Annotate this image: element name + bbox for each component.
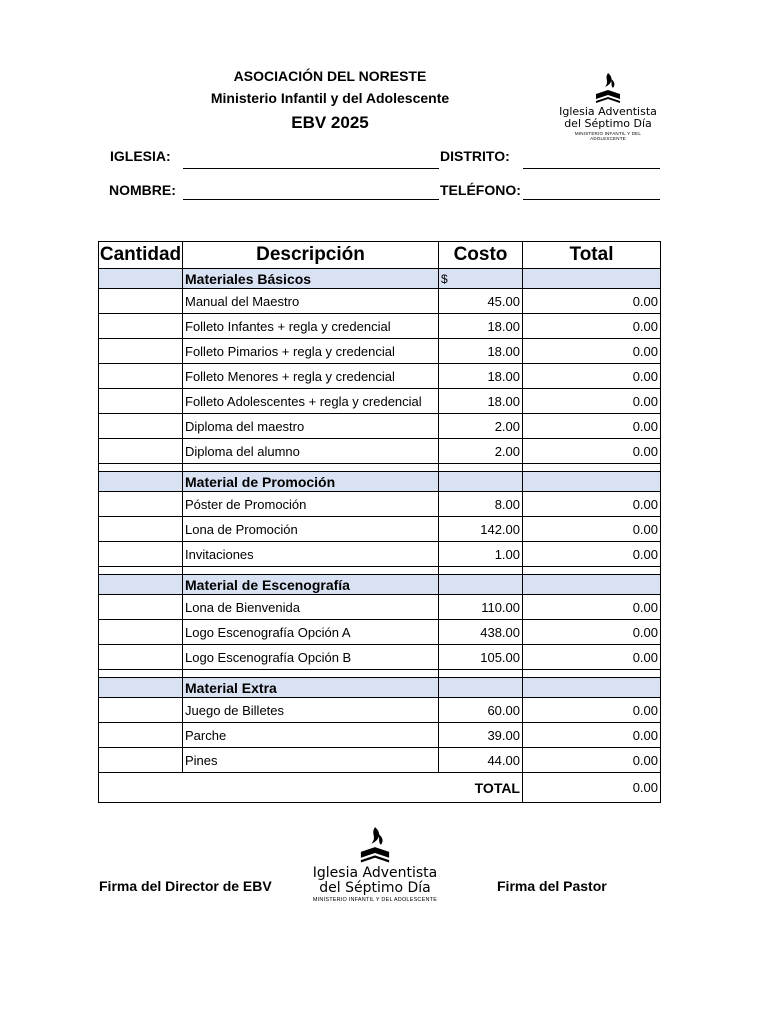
- item-description: Póster de Promoción: [183, 492, 439, 517]
- section-total-cell: [523, 269, 661, 289]
- adventist-flame-bible-icon: [357, 826, 393, 866]
- item-total: 0.00: [523, 364, 661, 389]
- event-title: EBV 2025: [291, 113, 369, 132]
- quantity-input[interactable]: [99, 389, 183, 414]
- logo-line-3: MINISTERIO INFANTIL Y DEL ADOLESCENTE: [574, 131, 642, 142]
- table-row: [99, 748, 661, 773]
- quantity-input[interactable]: [99, 620, 183, 645]
- item-description: Folleto Pimarios + regla y credencial: [183, 339, 439, 364]
- table-row: [99, 542, 661, 567]
- column-header-total: Total: [523, 242, 661, 269]
- table-row: [99, 620, 661, 645]
- item-total: 0.00: [523, 414, 661, 439]
- quantity-input[interactable]: [99, 723, 183, 748]
- item-cost: 18.00: [439, 339, 523, 364]
- item-cost: 18.00: [439, 314, 523, 339]
- ministry-title: Ministerio Infantil y del Adolescente: [210, 90, 450, 106]
- section-quantity-cell: [99, 269, 183, 289]
- item-total: 0.00: [523, 620, 661, 645]
- table-row: [99, 389, 661, 414]
- item-cost: 105.00: [439, 645, 523, 670]
- total-row: [99, 773, 661, 803]
- table-row: [99, 698, 661, 723]
- table-row: [99, 314, 661, 339]
- logo-line-1: Iglesia Adventista: [312, 865, 438, 881]
- quantity-input[interactable]: [99, 595, 183, 620]
- quantity-input[interactable]: [99, 492, 183, 517]
- quantity-input[interactable]: [99, 748, 183, 773]
- item-total: 0.00: [523, 517, 661, 542]
- spacer-row: [99, 464, 661, 472]
- name-field[interactable]: [183, 199, 439, 200]
- district-field[interactable]: [523, 168, 660, 169]
- item-total: 0.00: [523, 314, 661, 339]
- item-cost: 438.00: [439, 620, 523, 645]
- item-description: Juego de Billetes: [183, 698, 439, 723]
- quantity-input[interactable]: [99, 542, 183, 567]
- item-description: Invitaciones: [183, 542, 439, 567]
- item-cost: 110.00: [439, 595, 523, 620]
- section-row: [99, 575, 661, 595]
- logo-line-2: del Séptimo Día: [319, 879, 431, 896]
- item-cost: 2.00: [439, 414, 523, 439]
- item-total: 0.00: [523, 595, 661, 620]
- adventist-flame-bible-icon: [593, 72, 623, 106]
- table-row: [99, 289, 661, 314]
- item-total: 0.00: [523, 389, 661, 414]
- section-title: Material de Promoción: [183, 472, 439, 492]
- item-description: Pines: [183, 748, 439, 773]
- quantity-input[interactable]: [99, 439, 183, 464]
- item-cost: 2.00: [439, 439, 523, 464]
- item-cost: 60.00: [439, 698, 523, 723]
- table-row: [99, 339, 661, 364]
- column-header-description: Descripción: [183, 242, 439, 269]
- quantity-input[interactable]: [99, 289, 183, 314]
- item-description: Logo Escenografía Opción A: [183, 620, 439, 645]
- column-header-quantity: Cantidad: [99, 242, 183, 269]
- section-title: Material Extra: [183, 678, 439, 698]
- item-description: Manual del Maestro: [183, 289, 439, 314]
- item-description: Lona de Bienvenida: [183, 595, 439, 620]
- item-description: Parche: [183, 723, 439, 748]
- item-cost: 44.00: [439, 748, 523, 773]
- district-label: DISTRITO:: [440, 148, 510, 164]
- table-row: [99, 595, 661, 620]
- organization-title: ASOCIACIÓN DEL NORESTE: [233, 68, 427, 84]
- section-quantity-cell: [99, 472, 183, 492]
- item-total: 0.00: [523, 439, 661, 464]
- table-row: [99, 439, 661, 464]
- church-field[interactable]: [183, 168, 439, 169]
- church-logo: [558, 72, 658, 141]
- item-total: 0.00: [523, 645, 661, 670]
- quantity-input[interactable]: [99, 517, 183, 542]
- item-description: Folleto Adolescentes + regla y credencial: [183, 389, 439, 414]
- phone-label: TELÉFONO:: [440, 182, 521, 198]
- church-label: IGLESIA:: [110, 148, 171, 164]
- order-table: [98, 241, 661, 803]
- phone-field[interactable]: [523, 199, 660, 200]
- quantity-input[interactable]: [99, 645, 183, 670]
- item-cost: 18.00: [439, 389, 523, 414]
- item-description: Diploma del alumno: [183, 439, 439, 464]
- logo-line-1: Iglesia Adventista: [559, 105, 657, 118]
- quantity-input[interactable]: [99, 339, 183, 364]
- grand-total: 0.00: [523, 773, 661, 803]
- spacer-row: [99, 670, 661, 678]
- item-total: 0.00: [523, 698, 661, 723]
- item-total: 0.00: [523, 289, 661, 314]
- spacer-row: [99, 567, 661, 575]
- section-row: [99, 472, 661, 492]
- quantity-input[interactable]: [99, 414, 183, 439]
- item-total: 0.00: [523, 542, 661, 567]
- section-row: [99, 678, 661, 698]
- item-cost: 45.00: [439, 289, 523, 314]
- section-title: Material de Escenografía: [183, 575, 439, 595]
- church-logo-bottom: [312, 826, 438, 903]
- name-label: NOMBRE:: [109, 182, 176, 198]
- table-row: [99, 492, 661, 517]
- table-row: [99, 645, 661, 670]
- table-row: [99, 364, 661, 389]
- section-quantity-cell: [99, 575, 183, 595]
- item-description: Diploma del maestro: [183, 414, 439, 439]
- item-description: Lona de Promoción: [183, 517, 439, 542]
- logo-line-3: MINISTERIO INFANTIL Y DEL ADOLESCENTE: [312, 897, 438, 904]
- quantity-input[interactable]: [99, 698, 183, 723]
- item-total: 0.00: [523, 339, 661, 364]
- item-total: 0.00: [523, 492, 661, 517]
- pastor-signature-label: Firma del Pastor: [497, 878, 607, 894]
- item-cost: 8.00: [439, 492, 523, 517]
- item-total: 0.00: [523, 723, 661, 748]
- table-row: [99, 723, 661, 748]
- currency-symbol: $: [439, 269, 523, 289]
- total-label: TOTAL: [99, 773, 523, 803]
- item-cost: 1.00: [439, 542, 523, 567]
- table-row: [99, 414, 661, 439]
- section-quantity-cell: [99, 678, 183, 698]
- item-cost: 18.00: [439, 364, 523, 389]
- item-description: Folleto Menores + regla y credencial: [183, 364, 439, 389]
- table-header-row: [99, 242, 661, 269]
- item-cost: 39.00: [439, 723, 523, 748]
- quantity-input[interactable]: [99, 314, 183, 339]
- section-title: Materiales Básicos: [183, 269, 439, 289]
- column-header-cost: Costo: [439, 242, 523, 269]
- logo-line-2: del Séptimo Día: [564, 116, 652, 130]
- director-signature-label: Firma del Director de EBV: [99, 878, 272, 894]
- item-cost: 142.00: [439, 517, 523, 542]
- item-description: Logo Escenografía Opción B: [183, 645, 439, 670]
- table-row: [99, 517, 661, 542]
- section-row: [99, 269, 661, 289]
- item-total: 0.00: [523, 748, 661, 773]
- quantity-input[interactable]: [99, 364, 183, 389]
- item-description: Folleto Infantes + regla y credencial: [183, 314, 439, 339]
